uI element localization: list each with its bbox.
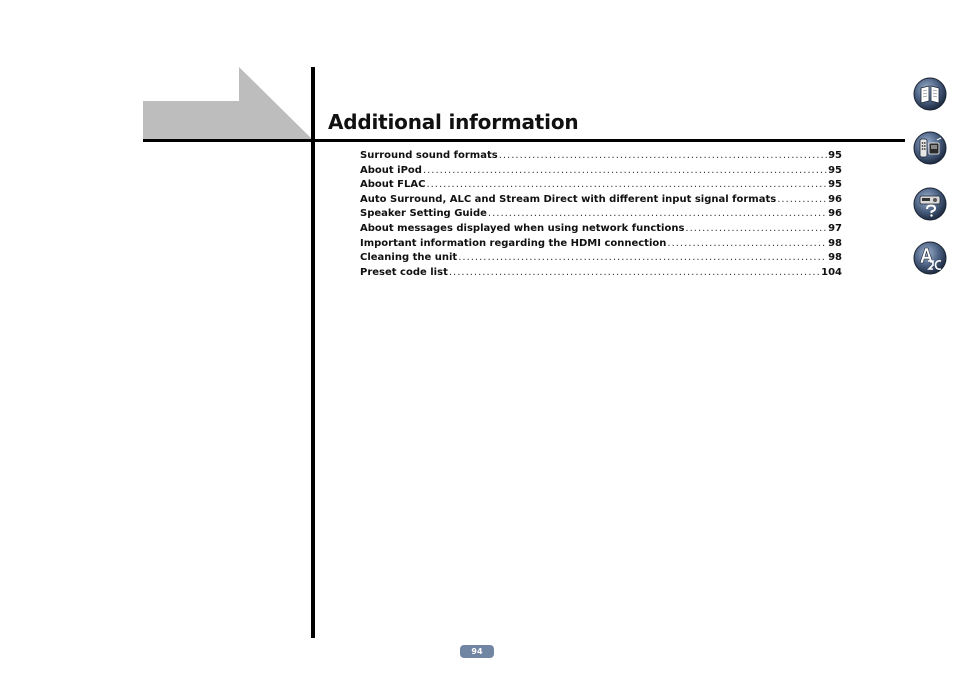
toc-entry[interactable] (360, 178, 842, 193)
toc-dot-leader (667, 237, 827, 252)
toc-dot-leader (685, 222, 827, 237)
troubleshooting-nav-button[interactable] (913, 187, 947, 221)
toc-entry[interactable] (360, 207, 842, 222)
toc-dot-leader (458, 251, 827, 266)
page-number-badge: 94 (460, 645, 494, 658)
remote-control-icon (913, 131, 947, 165)
toc-entry[interactable] (360, 251, 842, 266)
table-of-contents (360, 149, 842, 280)
horizontal-rule-right (313, 139, 905, 142)
toc-nav-button[interactable] (913, 77, 947, 111)
toc-entry[interactable] (360, 164, 842, 179)
remote-nav-button[interactable] (913, 131, 947, 165)
toc-entry-page: 104 (821, 266, 842, 278)
toc-entry-label: Auto Surround, ALC and Stream Direct with different input signal formats (360, 193, 777, 205)
toc-dot-leader (777, 193, 827, 208)
toc-entry-page: 95 (828, 150, 842, 161)
horizontal-rule-left (143, 139, 313, 142)
chapter-tab-graphic (143, 67, 313, 140)
toc-entry-label: Surround sound formats (360, 150, 498, 161)
toc-entry-page: 97 (828, 222, 842, 234)
troubleshooting-icon (913, 187, 947, 221)
toc-dot-leader (488, 207, 827, 222)
toc-entry[interactable] (360, 266, 842, 281)
toc-entry-page: 98 (828, 252, 842, 264)
toc-entry[interactable] (360, 222, 842, 237)
glossary-icon (913, 241, 947, 275)
toc-entry-label: Preset code list (360, 266, 448, 278)
toc-entry-label: About FLAC (360, 179, 426, 191)
toc-entry-label: About iPod (360, 164, 422, 176)
toc-entry-page: 95 (828, 179, 842, 191)
toc-entry[interactable] (360, 237, 842, 252)
page-title: Additional information (328, 110, 579, 134)
toc-dot-leader (426, 178, 827, 193)
vertical-rule (311, 67, 315, 638)
book-icon (913, 77, 947, 111)
glossary-nav-button[interactable] (913, 241, 947, 275)
toc-dot-leader (449, 266, 820, 281)
toc-entry-label: Important information regarding the HDMI connection (360, 237, 667, 249)
toc-entry-label: About messages displayed when using network functions (360, 222, 685, 234)
toc-dot-leader (499, 149, 827, 164)
toc-entry-page: 96 (828, 193, 842, 205)
toc-entry[interactable] (360, 149, 842, 164)
toc-dot-leader (423, 164, 827, 179)
toc-entry-label: Speaker Setting Guide (360, 208, 487, 220)
toc-entry-page: 98 (828, 237, 842, 249)
toc-entry-page: 95 (828, 164, 842, 176)
toc-entry-page: 96 (828, 208, 842, 220)
toc-entry-label: Cleaning the unit (360, 252, 458, 264)
toc-entry[interactable] (360, 193, 842, 208)
